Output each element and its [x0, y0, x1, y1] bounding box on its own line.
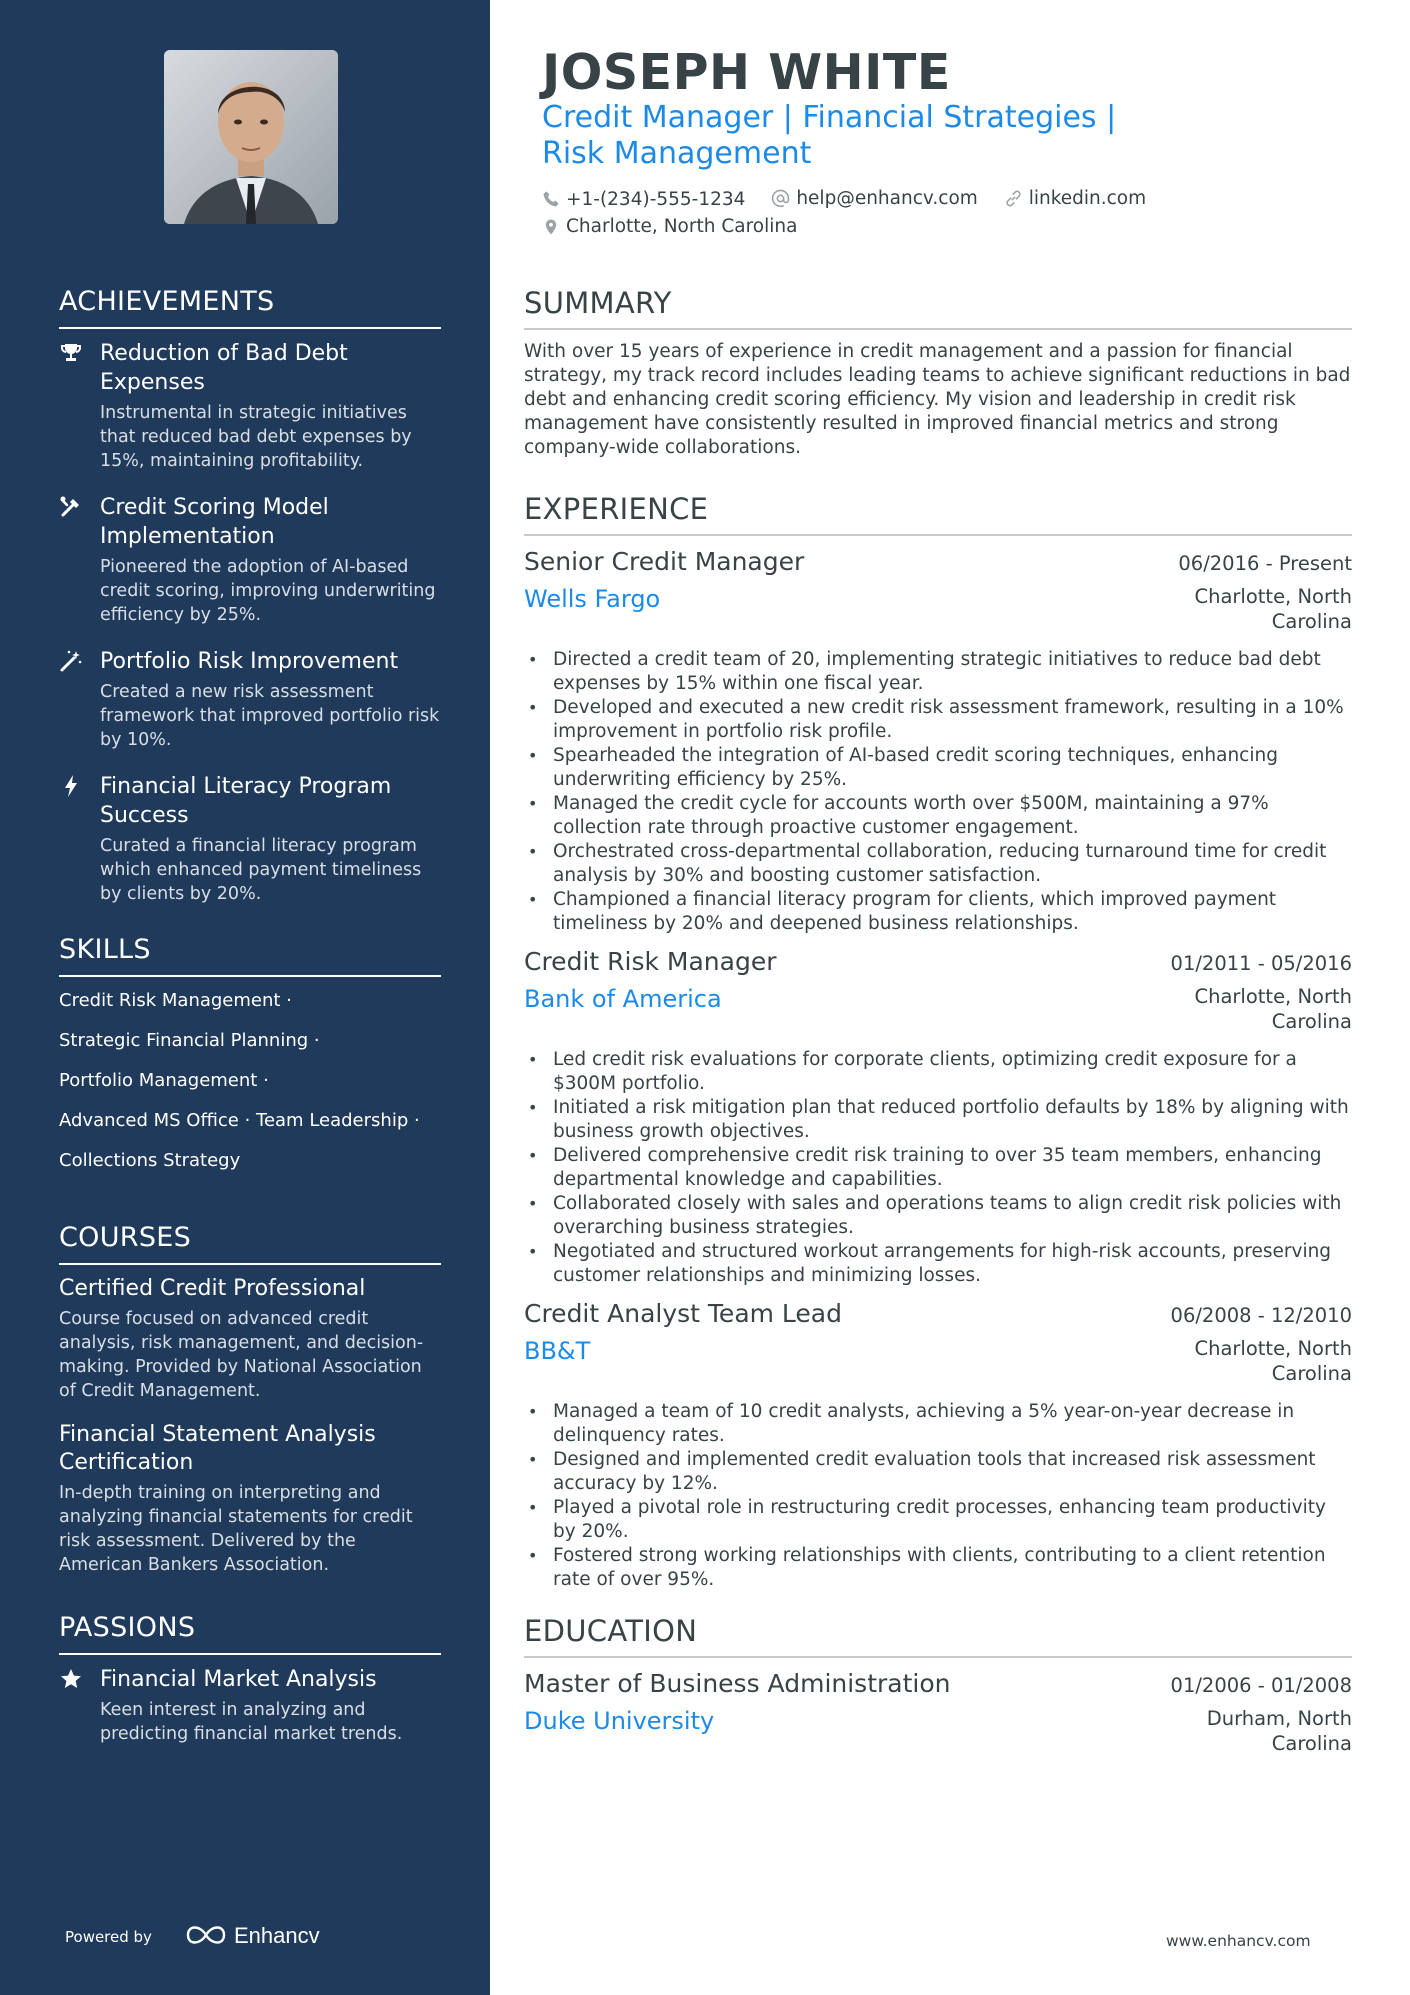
brand-text: Enhancv: [234, 1923, 320, 1948]
enhancv-logo[interactable]: [184, 1917, 344, 1953]
company-name[interactable]: Bank of America: [524, 985, 722, 1013]
achievement-item: [59, 772, 441, 906]
contact-phone[interactable]: [542, 189, 745, 210]
avatar: [164, 50, 338, 224]
job-bullets: [524, 1400, 1352, 1592]
job-location: Charlotte, North Carolina: [1194, 585, 1352, 633]
course-description: In-depth training on interpreting and analyzing financial statements for credit risk assessment. Delivered by the American Bankers Association.: [59, 1483, 413, 1575]
job-location: Charlotte, North Carolina: [1194, 985, 1352, 1033]
job-dates: 06/2008 - 12/2010: [1170, 1304, 1352, 1327]
contact-row: [542, 188, 1166, 213]
profile-photo: [164, 50, 338, 224]
bullet-item: • Spearheaded the integration of AI-based credit scoring techniques, enhancing underwriting efficiency by 25%.: [524, 744, 1352, 792]
courses-section: [59, 1222, 441, 1595]
at-icon: [771, 189, 790, 208]
course-title: Certified Credit Professional: [59, 1276, 366, 1301]
contact-row-location: [542, 216, 817, 242]
passion-title: Financial Market Analysis: [100, 1667, 377, 1692]
candidate-title: Credit Manager | Financial Strategies | Risk Management: [542, 100, 1117, 171]
achievements-section: [59, 286, 441, 926]
skills-heading: SKILLS: [59, 934, 441, 977]
achievement-title: Reduction of Bad Debt Expenses: [100, 341, 348, 395]
bullet-item: • Played a pivotal role in restructuring credit processes, enhancing team productivity by 20%.: [524, 1496, 1352, 1544]
star-icon: [59, 1667, 83, 1691]
job-entry: [524, 1298, 1352, 1592]
job-bullets: [524, 1048, 1352, 1288]
bullet-item: • Directed a credit team of 20, implementing strategic initiatives to reduce bad debt expenses by 15% within one fiscal year.: [524, 648, 1352, 696]
skill-item: Credit Risk Management ·: [59, 990, 292, 1011]
experience-section: [524, 492, 1352, 1602]
skill-item: Strategic Financial Planning ·: [59, 1030, 320, 1051]
course-title: Financial Statement Analysis Certification: [59, 1422, 376, 1475]
skill-item: Portfolio Management ·: [59, 1070, 269, 1091]
education-location: Durham, North Carolina: [1206, 1707, 1352, 1755]
bullet-item: • Fostered strong working relationships with clients, contributing to a client retention rate of over 95%.: [524, 1544, 1352, 1592]
achievement-description: Instrumental in strategic initiatives that reduced bad debt expenses by 15%, maintaining profitability.: [100, 403, 412, 471]
bullet-item: • Managed a team of 10 credit analysts, achieving a 5% year-on-year decrease in delinquency rates.: [524, 1400, 1352, 1448]
sidebar: [0, 0, 490, 1995]
link-icon: [1004, 189, 1023, 208]
school-name[interactable]: Duke University: [524, 1707, 715, 1735]
tools-icon: [59, 495, 83, 519]
job-title: Credit Risk Manager: [524, 947, 777, 976]
bullet-item: • Designed and implemented credit evaluation tools that increased risk assessment accuracy by 12%.: [524, 1448, 1352, 1496]
job-title: Credit Analyst Team Lead: [524, 1299, 842, 1328]
passions-section: [59, 1612, 441, 1766]
footer-url[interactable]: www.enhancv.com: [1166, 1932, 1311, 1950]
achievement-item: [59, 647, 441, 752]
candidate-name: JOSEPH WHITE: [542, 44, 951, 101]
course-description: Course focused on advanced credit analysis, risk management, and decision-making. Provided by National Association of Credit Management.: [59, 1309, 424, 1401]
achievement-title: Financial Literacy Program Success: [100, 774, 392, 828]
passion-item: [59, 1665, 441, 1746]
bullet-item: • Orchestrated cross-departmental collaboration, reducing turnaround time for credit analysis by 30% and boosting customer satisfaction.: [524, 840, 1352, 888]
enhancv-mark-icon: [184, 1917, 344, 1953]
achievement-item: [59, 339, 441, 473]
job-title: Senior Credit Manager: [524, 547, 805, 576]
skill-item: Advanced MS Office · Team Leadership ·: [59, 1110, 420, 1131]
linkedin-text: linkedin.com: [1028, 188, 1147, 209]
bullet-item: • Initiated a risk mitigation plan that reduced portfolio defaults by 18% by aligning with business growth objectives.: [524, 1096, 1352, 1144]
bullet-item: • Managed the credit cycle for accounts worth over $500M, maintaining a 97% collection rate through proactive customer engagement.: [524, 792, 1352, 840]
achievement-title: Credit Scoring Model Implementation: [100, 495, 329, 549]
bullet-item: • Delivered comprehensive credit risk training to over 35 team members, enhancing departmental knowledge and capabilities.: [524, 1144, 1352, 1192]
education-heading: EDUCATION: [524, 1614, 1352, 1658]
summary-section: [524, 286, 1352, 460]
lightning-icon: [59, 774, 83, 798]
location-pin-icon: [542, 217, 560, 237]
job-entry: [524, 946, 1352, 1288]
achievements-heading: ACHIEVEMENTS: [59, 286, 441, 329]
achievement-description: Pioneered the adoption of AI-based credit scoring, improving underwriting efficiency by 25%.: [100, 557, 436, 625]
bullet-item: • Championed a financial literacy program for clients, which improved payment timeliness by 20% and deepened business relationships.: [524, 888, 1352, 936]
contact-linkedin[interactable]: [1004, 188, 1146, 209]
job-dates: 01/2011 - 05/2016: [1170, 952, 1352, 975]
powered-by-label: Powered by: [65, 1928, 152, 1946]
job-dates: 06/2016 - Present: [1178, 552, 1352, 575]
skills-section: [59, 934, 441, 1189]
education-dates: 01/2006 - 01/2008: [1170, 1674, 1352, 1697]
job-entry: [524, 546, 1352, 936]
courses-heading: COURSES: [59, 1222, 441, 1265]
bullet-item: • Negotiated and structured workout arrangements for high-risk accounts, preserving customer relationships and minimizing losses.: [524, 1240, 1352, 1288]
achievement-title: Portfolio Risk Improvement: [100, 649, 399, 674]
bullet-item: • Developed and executed a new credit risk assessment framework, resulting in a 10% improvement in portfolio risk profile.: [524, 696, 1352, 744]
passion-description: Keen interest in analyzing and predicting financial market trends.: [100, 1700, 403, 1744]
achievement-description: Created a new risk assessment framework that improved portfolio risk by 10%.: [100, 682, 440, 750]
email-text: help@enhancv.com: [796, 188, 978, 209]
contact-email[interactable]: [771, 188, 977, 209]
degree-title: Master of Business Administration: [524, 1669, 951, 1698]
location-text: Charlotte, North Carolina: [566, 216, 798, 237]
experience-heading: EXPERIENCE: [524, 492, 1352, 536]
company-name[interactable]: BB&T: [524, 1337, 591, 1365]
achievement-description: Curated a financial literacy program which enhanced payment timeliness by clients by 20%.: [100, 836, 422, 904]
trophy-icon: [59, 341, 83, 365]
company-name[interactable]: Wells Fargo: [524, 585, 661, 613]
skill-item: Collections Strategy: [59, 1150, 241, 1171]
education-section: [524, 1614, 1352, 1756]
phone-icon: [542, 190, 560, 208]
job-bullets: [524, 648, 1352, 936]
achievement-item: [59, 493, 441, 627]
bullet-item: • Led credit risk evaluations for corporate clients, optimizing credit exposure for a $300M portfolio.: [524, 1048, 1352, 1096]
magic-wand-icon: [59, 649, 83, 673]
summary-text: With over 15 years of experience in credit management and a passion for financial strategy, my track record includes leading teams to achieve significant reductions in bad debt and enhancing credit scoring efficiency. My vision and leadership in credit risk management have consistently resulted in improved financial metrics and strong company-wide collaborations.: [524, 341, 1351, 458]
phone-text: +1-(234)-555-1234: [566, 188, 746, 210]
contact-location: [542, 216, 797, 237]
summary-heading: SUMMARY: [524, 286, 1352, 330]
passions-heading: PASSIONS: [59, 1612, 441, 1655]
job-location: Charlotte, North Carolina: [1194, 1337, 1352, 1385]
bullet-item: • Collaborated closely with sales and operations teams to align credit risk policies with overarching business strategies.: [524, 1192, 1352, 1240]
